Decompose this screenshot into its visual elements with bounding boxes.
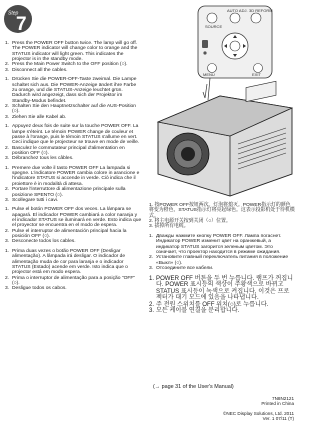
text: Basculez le commutateur principal d'alimentation en position OFF (○).	[12, 145, 125, 156]
section-portuguese: 1. Prima duas vezes o botão POWER OFF (Desligar alimentação). A lâmpada irá desligar. O indicador de alimentação muda de cor para laranja e o indicador STATUS (Estado) acende em verde. Isto indica que o projector está em modo espera. 2. Prima o interruptor de alimentação para a posição "OFF" (○). 3. Desligue todos os cabos.	[5, 249, 142, 292]
text: Schalten Sie den Hauptnetzschalter auf die AUS-Position (○).	[12, 103, 136, 115]
source-button[interactable]	[207, 13, 217, 23]
text: Scollegare tutti i cavi.	[12, 197, 59, 203]
text: Prima o interruptor de alimentação para a posição "OFF" (○).	[12, 275, 136, 287]
text: Débranchez tous les câbles.	[12, 156, 74, 162]
auto-adj-label: AUTO ADJ.	[227, 8, 248, 13]
section-english: 1. Press the POWER OFF button twice. The lamp will go off. The POWER indicator will change color to orange and the STATUS indicator will light green. This indicates the projector is in the standby mode. 2. Press the Main Power Switch to the OFF position (○). 3. Disconnect all the cables.	[5, 41, 142, 73]
text: Press the POWER OFF button twice. The lamp will go off. The POWER indicator will change color to orange and the STATUS indicator will light green. This indicates the projector is in the standby mode.	[12, 41, 138, 63]
text: Premere due volte il tasto POWER OFF La lampada si spegne. L'indicatore POWER cambia colore in arancione e l'indicatore STATUS si accende in verde. Ciò indica che il proiettore è in modalità di attesa.	[12, 165, 140, 187]
step-number: 7	[16, 14, 27, 34]
text: 2. 将主电源开关按到关闭（○）位置。	[149, 219, 231, 225]
copyright: ©NEC Display Solutions, Ltd. 2011	[223, 411, 294, 416]
control-panel	[198, 6, 273, 78]
projector-illustration	[150, 4, 296, 200]
text: Pulse el interruptor de alimentación principal hacia la posición OFF (○).	[12, 228, 127, 240]
text: Desconecte todos los cables.	[12, 239, 76, 245]
text: POWER OFF 버튼을 두 번 누릅니다. 램프가 꺼집니다. POWER 표시등의 색상이 주황색으로 바뀌고 STATUS 표시등이 녹색으로 켜집니다. 이것은 프로젝터가 대기 모드에 있음을 나타냅니다.	[156, 274, 294, 301]
section-french: 1. Appuyez deux fois de suite sur la touche POWER OFF. La lampe s'éteint. Le témoin POWER change de couleur et passe à l'orange, puis le témoin STATUS s'allume en vert. Ceci indique que le projecteur se trouve en mode de veille. 2. Basculez le commutateur principal d'alimentation en position OFF (○). 3. Débranchez tous les câbles.	[5, 124, 142, 161]
step-label: Step	[8, 10, 19, 17]
step-badge	[3, 4, 33, 34]
text: Отсоедините все кабели.	[156, 265, 214, 271]
exit-label: EXIT	[252, 72, 261, 77]
copyright-block	[223, 411, 294, 422]
text: Disconnect all the cables.	[12, 67, 68, 73]
projector-body	[158, 81, 292, 196]
text: 모든 케이블 연결을 분리합니다.	[156, 307, 240, 314]
text: Дважды нажмите кнопку POWER OFF. Лампа погаснет. Индикатор POWER изменит цвет на оранжевый, а индикатор STATUS загорится зеленым цветом. Это означает, что проектор находится в режиме ожидания.	[156, 233, 282, 255]
text: Prima duas vezes o botão POWER OFF (Desligar alimentação). A lâmpada irá desligar. O indicador de alimentação muda de cor para laranja e o indicador STATUS (Estado) acende em verde. Isto indica que o projector está em modo espera.	[12, 248, 128, 276]
section-italian: 1. Premere due volte il tasto POWER OFF La lampada si spegne. L'indicatore POWER cambia colore in arancione e l'indicatore STATUS si accende in verde. Ciò indica che il proiettore è in modalità di attesa. 2. Portare l'interruttore di alimentazione principale sulla posizione SPENTO (○). 3. Scollegare tutti i cavi.	[5, 166, 142, 203]
instructions-right-column	[149, 203, 295, 319]
indicator-icon	[203, 51, 206, 54]
auto-adj-button[interactable]	[230, 13, 240, 23]
text: Drücken Sie die POWER-OFF-Taste zweimal. Die Lampe schaltet sich aus. Die POWER-Anzeige ändert ihre Farbe zu orange, und die STATUS-Anzeige leuchtet grün. Dadurch wird angezeigt, dass sich der Projektor im Standby-Modus befindet.	[12, 77, 137, 104]
manual-reference: (→ page 31 of the User's Manual)	[153, 384, 234, 390]
text: Desligue todos os cabos.	[12, 286, 67, 292]
instructions-left-column	[5, 41, 142, 296]
section-korean: 1. POWER OFF 버튼을 두 번 누릅니다. 램프가 꺼집니다. POWER 표시등의 색상이 주황색으로 바뀌고 STATUS 표시등이 녹색으로 켜집니다. 이것은 프로젝터가 대기 모드에 있음을 나타냅니다. 2. 주 전원 스위치를 OFF 위치(○)로 누릅니다. 3. 모든 케이블 연결을 분리합니다.	[149, 274, 294, 314]
text: 1. 按POWER OFF按钮两次。灯泡将熄灭。POWER指示灯的颜色将变为橙色，STATUS指示灯将亮起绿色。这表示投影机处于待机模式。	[149, 203, 295, 219]
section-russian: 1. Дважды нажмите кнопку POWER OFF. Лампа погаснет. Индикатор POWER изменит цвет на оранжевый, а индикатор STATUS загорится зеленым цветом. Это означает, что проектор находится в режиме ожидания. 2. Установите главный переключатель питания в положение «Выкл» (○). 3. Отсоедините все кабели.	[149, 234, 295, 271]
section-german: 1. Drücken Sie die POWER-OFF-Taste zweimal. Die Lampe schaltet sich aus. Die POWER-Anzeige ändert ihre Farbe zu orange, und die STATUS-Anzeige leuchtet grün. Dadurch wird angezeigt, dass sich der Projektor im Standby-Modus befindet. 2. Schalten Sie den Hauptnetzschalter auf die AUS-Position (○). 3. Ziehen Sie alle Kabel ab.	[5, 77, 142, 120]
3d-reform-button[interactable]	[251, 13, 261, 23]
enter-button[interactable]	[230, 41, 240, 51]
text: 주 전원 스위치를 OFF 위치(○)로 누릅니다.	[156, 300, 269, 308]
source-label: SOURCE	[205, 24, 223, 29]
text: Установите главный переключатель питания в положение «Выкл» (○).	[156, 255, 289, 266]
power-button[interactable]	[202, 40, 208, 48]
3d-reform-label: 3D REFORM	[249, 8, 273, 13]
printed-in: Printed in China	[261, 401, 294, 407]
text: Pulse el botón POWER OFF dos veces. La lámpara se apagará. El indicador POWER cambiará a color naranja y el indicador STATUS se iluminará en verde. Esto indica que el proyector se encuentra en el modo de espera.	[12, 207, 142, 229]
menu-label: MENU	[203, 72, 215, 77]
doc-number: 7N8N2121	[272, 396, 294, 401]
doc-info	[261, 396, 294, 407]
section-chinese	[149, 203, 295, 230]
text: Press the Main Power Switch to the OFF position (○).	[12, 62, 128, 68]
text: Appuyez deux fois de suite sur la touche POWER OFF. La lampe s'éteint. Le témoin POWER change de couleur et passe à l'orange, puis le témoin STATUS s'allume en vert. Ceci indique que le projecteur se trouve en mode de veille.	[12, 124, 140, 146]
text: Ziehen Sie alle Kabel ab.	[12, 114, 67, 120]
version: Ver. 1 07/11 (T)	[262, 416, 294, 422]
text: Portare l'interruttore di alimentazione principale sulla posizione SPENTO (○).	[12, 187, 126, 198]
section-spanish: 1. Pulse el botón POWER OFF dos veces. La lámpara se apagará. El indicador POWER cambiará a color naranja y el indicador STATUS se iluminará en verde. Esto indica que el proyector se encuentra en el modo de espera. 2. Pulse el interruptor de alimentación principal hacia la posición OFF (○). 3. Desconecte todos los cables.	[5, 207, 142, 245]
text: 3. 拔掉所有电缆。	[149, 224, 189, 230]
